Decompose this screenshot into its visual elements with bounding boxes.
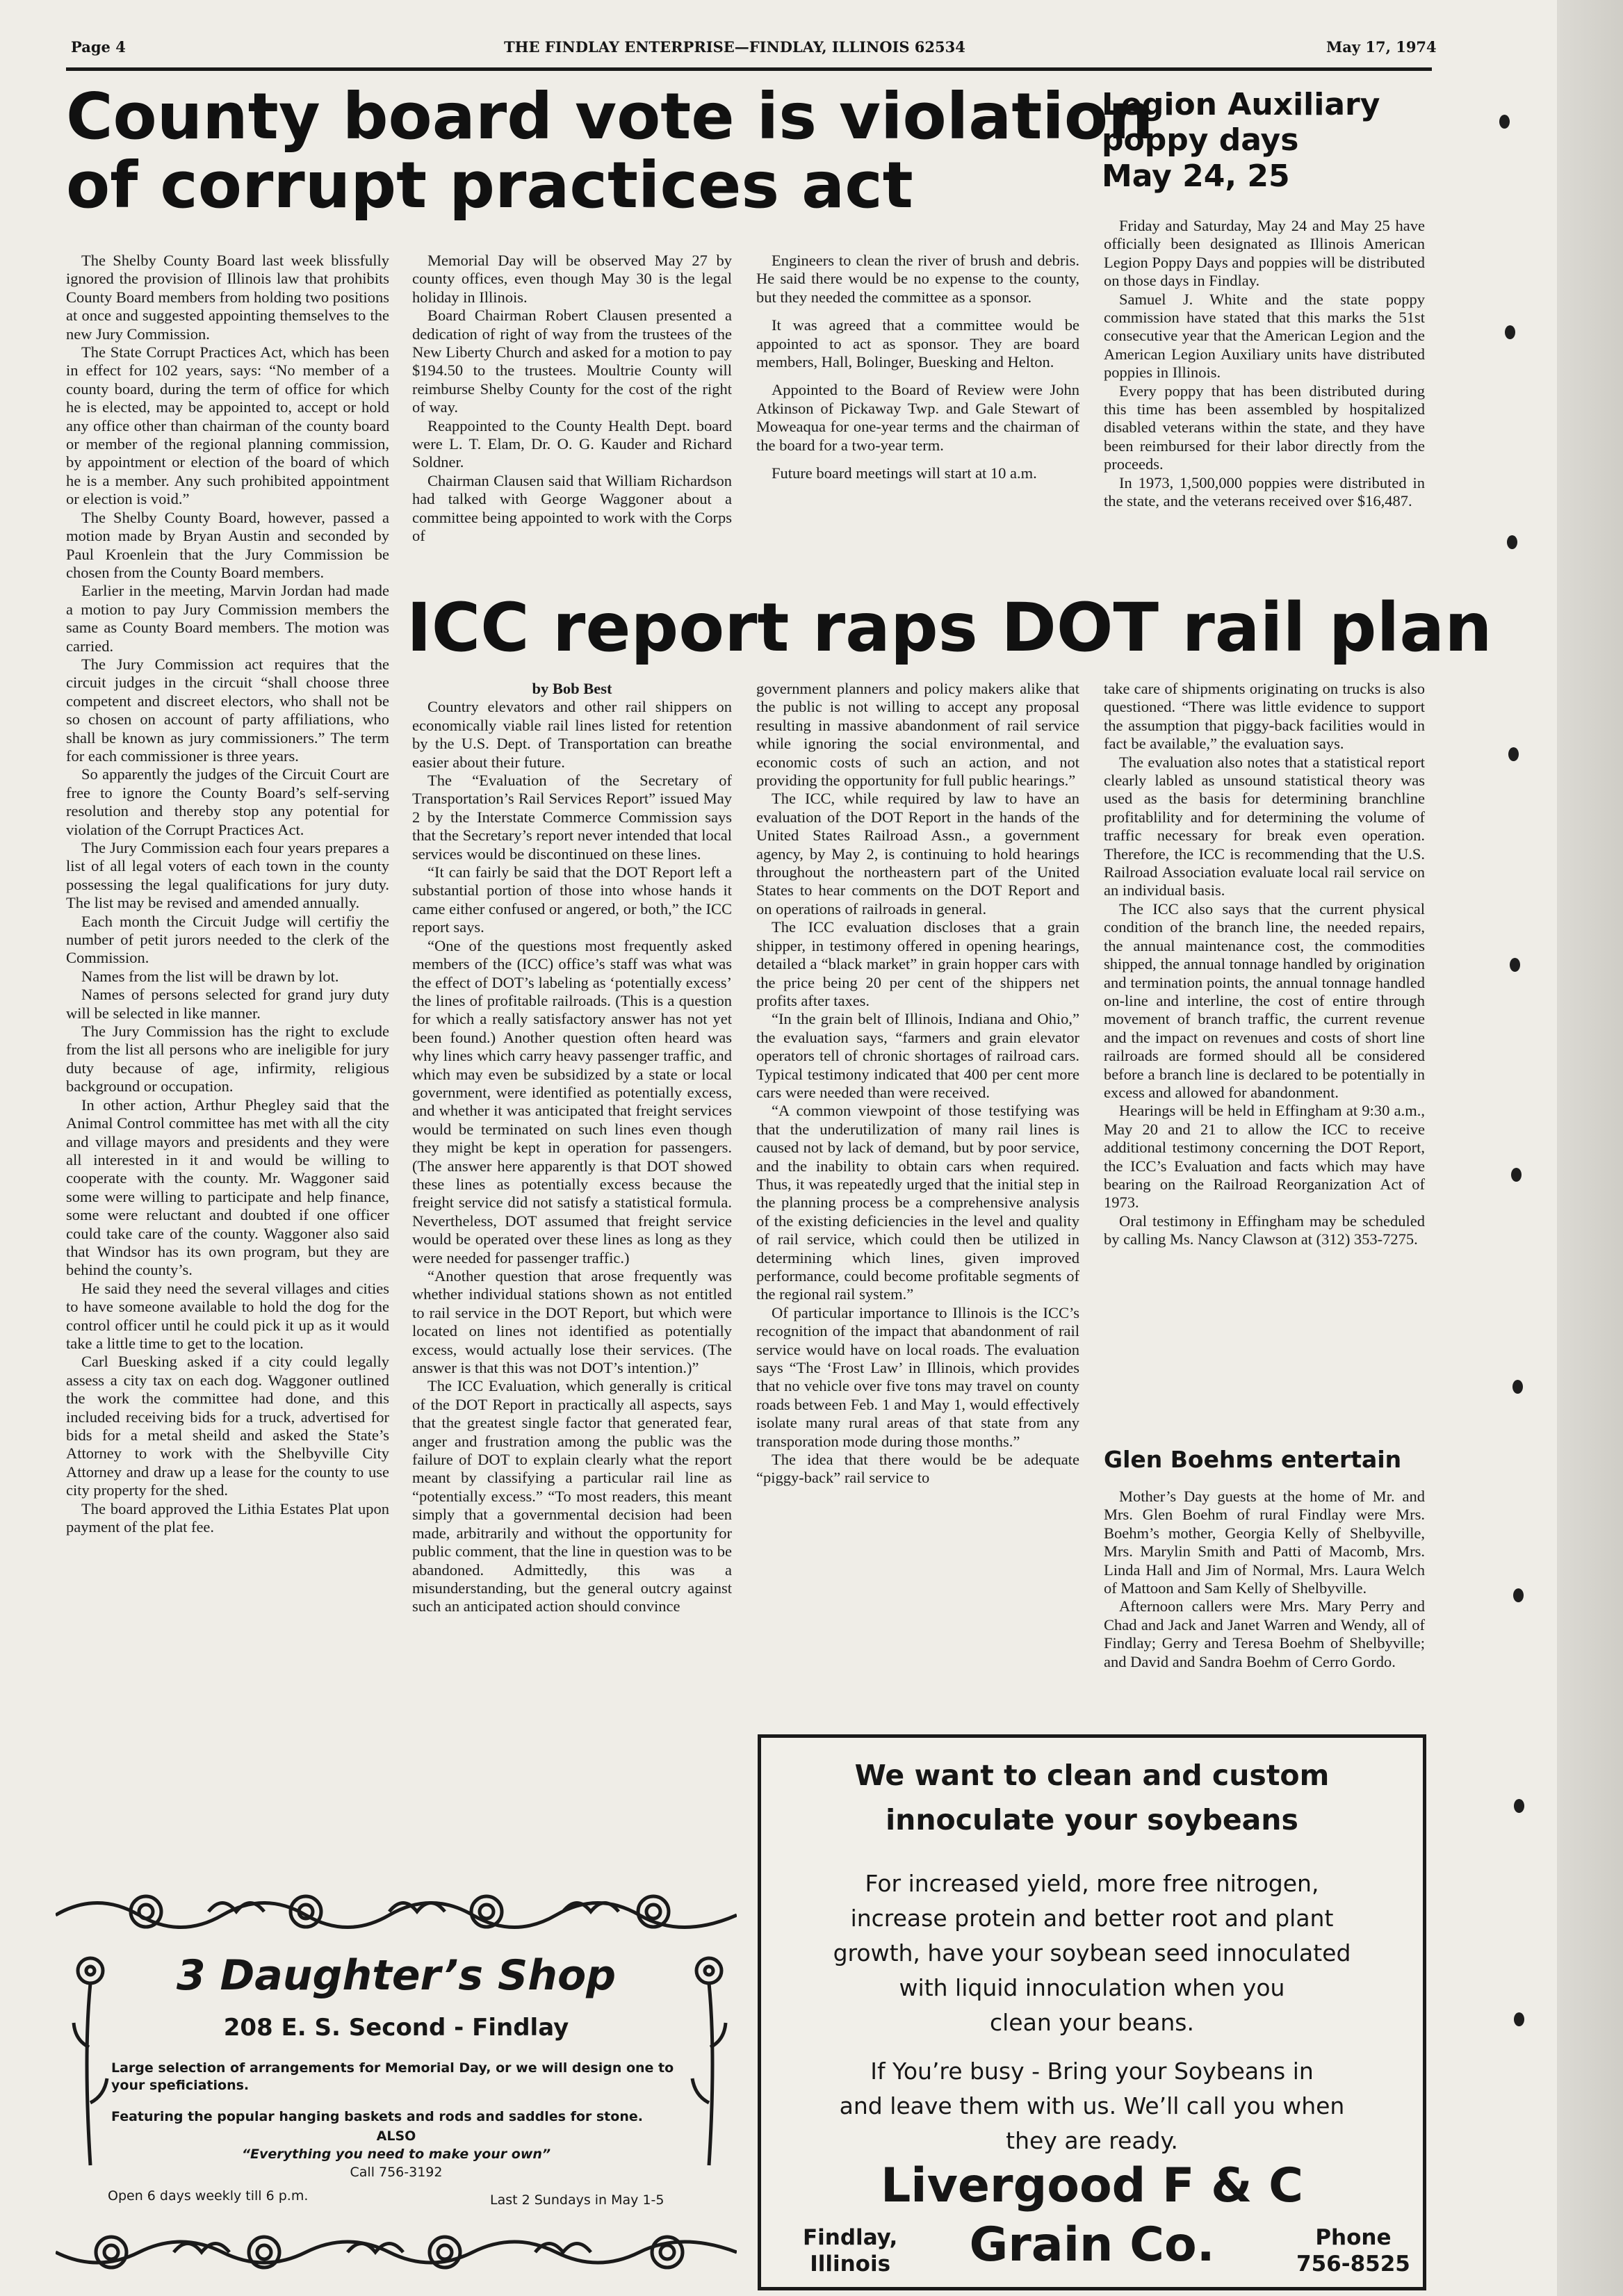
paragraph: “A common viewpoint of those testifying was that the underutilization of many rail lines is caused not by lack of demand, but by poor service, and the inability to obtain cars when required. Thus, it was repeatedly urged that the initial step in the planning process be a comprehensive analysis of the existing deficiencies in the level and quality of rail service, which could then be utilized in determining which lines, given improved performance, could become profitable segments of the regional rail system.” xyxy=(756,1102,1079,1303)
paragraph: The State Corrupt Practices Act, which has been in effect for 102 years, says: “No member of a county board, during the term of office for which he is elected, may be appointed to, accept or hold any office other than chairman of the county board or member of the regional planning commission, by appointment or election of the board of which he is a member. Any such prohibited appointment or election is void.” xyxy=(66,343,389,508)
story-column-2 xyxy=(412,252,732,546)
ad-headline xyxy=(761,1753,1423,1842)
paragraph: The Jury Commission each four years prepares a list of all legal voters of each town in the county possessing the legal qualifications for jury duty. The list may be revised and amended annually. xyxy=(66,839,389,912)
binder-hole xyxy=(1499,115,1510,129)
page-number: Page 4 xyxy=(71,38,126,56)
ad-body-line: For increased yield, more free nitrogen, xyxy=(865,1870,1319,1897)
paragraph: The evaluation also notes that a statistical report clearly labled as unsound statistical theory was used as the basis for determining branchline profitablility and for determining the volume of traffic necessary for break even operation. Therefore, the ICC is recommending that the U.S. Railroad Association evaluate local rail service on an individual basis. xyxy=(1104,753,1425,899)
paragraph: The Jury Commission has the right to exclude from the list all persons who are ineligible for jury duty because of age, infirmity, religious background or occupation. xyxy=(66,1023,389,1096)
binder-hole xyxy=(1512,1380,1523,1394)
phone-number: 756-8525 xyxy=(1296,2252,1410,2277)
ad-busy-line: If You’re busy - Bring your Soybeans in xyxy=(870,2058,1314,2085)
paragraph: The Shelby County Board last week blissfully ignored the provision of Illinois law that prohibits County Board members from holding two positions at once and suggested appointing themselves to the new Jury Commission. xyxy=(66,252,389,343)
shop-phone: Call 756-3192 xyxy=(350,2165,443,2180)
binder-hole xyxy=(1514,1799,1524,1813)
boehms-column xyxy=(1104,1488,1425,1671)
page-edge xyxy=(1557,0,1623,2296)
phone-label: Phone xyxy=(1315,2225,1392,2250)
ad-busy-line: they are ready. xyxy=(1006,2127,1178,2154)
headline-line: May 24, 25 xyxy=(1102,158,1290,194)
paragraph: Engineers to clean the river of brush and debris. He said there would be no expense to the county, but they needed the committee as a sponsor. xyxy=(756,252,1079,306)
paragraph: Mother’s Day guests at the home of Mr. and Mrs. Glen Boehm of rural Findlay were Mrs. Boehm’s mother, Georgia Kelly of Shelbyville, Mrs. Marylin Smith and Patti of Macomb, Mrs. Linda Hall and Jim of Normal, Mrs. Laura Welch of Mattoon and Sam Kelly of Shelbyville. xyxy=(1104,1488,1425,1597)
paragraph: Country elevators and other rail shippers on economically viable rail lines listed for retention by the U.S. Dept. of Transportation can breathe easier about their future. xyxy=(412,698,732,771)
paragraph: Earlier in the meeting, Marvin Jordan had made a motion to pay Jury Commission members the same as County Board members. The motion was carried. xyxy=(66,582,389,655)
paragraph: Every poppy that has been distributed during this time has been assembled by hospitalized disabled veterans within the state, and they have been reimbursed for their labor directly from the proceeds. xyxy=(1104,382,1425,473)
paragraph: The ICC Evaluation, which generally is critical of the DOT Report in practically all aspects, says that the greatest single factor that generated fear, anger and frustration among the public was the failure of DOT to explain clearly what the report meant by classifying a particular rail line as “potentially excess.” “To most readers, this meant simply that a governmental decision had been made, arbitrarily and without the opportunity for public comment, that the line in question was to be abandoned. Admittedly, this was a misunderstanding, but the general outcry against such an anticipated action should convince xyxy=(412,1377,732,1615)
story-column-3 xyxy=(756,252,1079,482)
headline-line: poppy days xyxy=(1102,122,1299,158)
floral-border-icon xyxy=(56,2228,737,2277)
shop-sundays: Last 2 Sundays in May 1-5 xyxy=(490,2192,664,2208)
shop-also: ALSO xyxy=(376,2128,416,2144)
paragraph: The board approved the Lithia Estates Plat upon payment of the plat fee. xyxy=(66,1499,389,1536)
shop-hours: Open 6 days weekly till 6 p.m. xyxy=(108,2188,309,2204)
paragraph: Friday and Saturday, May 24 and May 25 have officially been designated as Illinois American Legion Poppy Days and poppies will be distributed on those days in Findlay. xyxy=(1104,217,1425,290)
paragraph: Hearings will be held in Effingham at 9:30 a.m., May 20 and 21 to allow the ICC to receive additional testimony concerning the DOT Report, the ICC’s Evaluation and facts which may have bearing on the Railroad Reorganization Act of 1973. xyxy=(1104,1102,1425,1212)
paragraph: take care of shipments originating on trucks is also questioned. “There was little evidence to support the assumption that piggy-back facilities would in fact be available,” the evaluation says. xyxy=(1104,680,1425,753)
paragraph: Reappointed to the County Health Dept. board were L. T. Elam, Dr. O. G. Kauder and Richard Soldner. xyxy=(412,416,732,471)
paragraph: Board Chairman Robert Clausen presented a dedication of right of way from the trustees of the New Liberty Church and asked for a motion to pay $194.50 to the trustees. Moultrie County will reimburse Shelby County for the cost of the right of way. xyxy=(412,307,732,416)
binder-hole xyxy=(1508,747,1519,761)
shop-name: 3 Daughter’s Shop xyxy=(176,1951,617,2000)
binder-hole xyxy=(1514,2012,1524,2026)
shop-address: 208 E. S. Second - Findlay xyxy=(223,2014,569,2042)
paragraph: The Jury Commission act requires that the circuit judges in the circuit “shall choose three competent and discreet electors, who shall not be so chosen on account of party affiliations, who shall be known as jury commissioners.” The term for each commissioner is three years. xyxy=(66,655,389,765)
paragraph: Future board meetings will start at 10 a.m. xyxy=(772,464,1037,482)
binder-hole xyxy=(1510,958,1520,972)
legion-column xyxy=(1104,217,1425,511)
paragraph: The Shelby County Board, however, passed a motion made by Bryan Austin and seconded by Paul Kroenlein that the Jury Commission be chosen from the County Board members. xyxy=(66,508,389,581)
headline-line: Legion Auxiliary xyxy=(1102,87,1380,122)
paragraph: government planners and policy makers alike that the public is not willing to accept any proposal resulting in massive abandonment of rail service while ignoring the social environmental, and economic costs of such an action, and not providing the opportunity for full public hearings.” xyxy=(756,680,1079,790)
binder-hole xyxy=(1511,1168,1522,1182)
company-phone xyxy=(1296,2224,1410,2277)
issue-date: May 17, 1974 xyxy=(1326,38,1437,56)
ad-body xyxy=(761,1866,1423,2040)
paragraph: The idea that there would be be adequate “piggy-back” rail service to xyxy=(756,1451,1079,1487)
ad-body-line: clean your beans. xyxy=(989,2009,1194,2036)
binder-hole xyxy=(1507,535,1517,549)
icc-column-2 xyxy=(756,680,1079,1488)
story-headline xyxy=(66,79,1154,223)
paper-name: THE FINDLAY ENTERPRISE—FINDLAY, ILLINOIS 62534 xyxy=(504,38,965,56)
shop-text: Large selection of arrangements for Memorial Day, or we will design one to xyxy=(111,2060,674,2076)
binder-hole xyxy=(1513,1588,1524,1602)
paragraph: Samuel J. White and the state poppy commission have stated that this marks the 51st consecutive year that the American Legion and the American Legion Auxiliary units have distributed poppies in Illinois. xyxy=(1104,290,1425,382)
paragraph: The ICC, while required by law to have an evaluation of the DOT Report in the hands of the United States Railroad Assn., a government agency, by May 2, is continuing to hold hearings throughout the northeastern part of the United States to hear comments on the DOT Report and on operations of railroads in general. xyxy=(756,790,1079,918)
boehms-headline: Glen Boehms entertain xyxy=(1104,1446,1402,1473)
ad-busy xyxy=(761,2054,1423,2158)
floral-border-icon xyxy=(56,1887,737,1936)
paragraph: The “Evaluation of the Secretary of Transportation’s Rail Services Report” issued May 2 by the Interstate Commerce Commission says that the Secretary’s report never intended that local services would be discontinued on these lines. xyxy=(412,772,732,863)
paragraph: So apparently the judges of the Circuit Court are free to ignore the County Board’s self-serving resolution and thereby stop any potential for violation of the Corrupt Practices Act. xyxy=(66,765,389,838)
ad-busy-line: and leave them with us. We’ll call you when xyxy=(839,2092,1345,2119)
paragraph: Names from the list will be drawn by lot. xyxy=(81,967,339,985)
paragraph: Memorial Day will be observed May 27 by county offices, even though May 30 is the legal holiday in Illinois. xyxy=(412,252,732,306)
paragraph: Appointed to the Board of Review were John Atkinson of Pickaway Twp. and Gale Stewart of Moweaqua for one-year terms and the chairman of the board for a two-year term. xyxy=(756,381,1079,454)
paragraph: In other action, Arthur Phegley said that the Animal Control committee has met with all the city and village mayors and presidents and they were all interested in it and would be willing to cooperate with the county. Mr. Waggoner said some were willing to participate and help finance, some were reluctant and doubted if one officer could take care of the county. Waggoner also said that Windsor has its own program, but they are behind the county’s. xyxy=(66,1096,389,1279)
paragraph: Afternoon callers were Mrs. Mary Perry and Chad and Jack and Janet Warren and Wendy, all of Findlay; Gerry and Teresa Boehm of Shelbyville; and David and Sandra Boehm of Cerro Gordo. xyxy=(1104,1597,1425,1670)
ad-body-line: with liquid innoculation when you xyxy=(899,1974,1285,2001)
paragraph: Each month the Circuit Judge will certifiy the number of petit jurors needed to the clerk of the Commission. xyxy=(66,912,389,967)
icc-column-1 xyxy=(412,680,732,1616)
paragraph: “One of the questions most frequently asked members of the (ICC) office’s staff was what was the effect of DOT’s labeling as ‘potentially excess’ the lines of profitable railroads. (This is a question for which a really satisfactory answer has not yet been found.) Another question often heard was why lines which carry heavy passenger traffic, and which may even be subsidized by a state or local government, were identified as potentially excess, and whether it was anticipated that freight services would be terminated on such lines even though they might be kept in operation for passengers. (The answer here apparently is that DOT showed these lines as potentially excess because the freight service did not satisfy a statistical formula. Nevertheless, DOT assumed that freight service would be operated over these lines as long as they were needed for passenger traffic.) xyxy=(412,936,732,1267)
paragraph: Carl Buesking asked if a city could legally assess a city tax on each dog. Waggoner outlined the work the committee had done, and this included receiving bids for a truck, advertised for bids for a metal sheild and asked the State’s Attorney to work with the Shelbyville City Attorney and draw up a lease for the county to use city property for the shed. xyxy=(66,1353,389,1499)
binder-hole xyxy=(1505,325,1515,339)
paragraph: He said they need the several villages and cities to have someone available to hold the dog for the control officer until he could pick it up as it would take a little time to get to the location. xyxy=(66,1279,389,1352)
shop-advertisement xyxy=(56,1887,737,2277)
headline-line: of corrupt practices act xyxy=(66,148,913,223)
header-rule xyxy=(66,67,1432,71)
paragraph: The ICC also says that the current physical condition of the branch line, the needed repairs, the annual maintenance cost, the commodities shipped, the annual tonnage handled by origination and termination points, the annual tonnage handled on-line and interline, the cost of entire through movement of branch traffic, the current revenue and the impact on revenues and costs of short line railroads are formed should all be considered before a branch line is declared to be potentially in excess and allowed for abandonment. xyxy=(1104,899,1425,1101)
icc-column-3 xyxy=(1104,680,1425,1249)
ad-body-line: growth, have your soybean seed innoculated xyxy=(833,1939,1351,1967)
byline: by Bob Best xyxy=(532,680,612,697)
legion-headline xyxy=(1102,87,1380,194)
paragraph: In 1973, 1,500,000 poppies were distributed in the state, and the veterans received over $16,487. xyxy=(1104,473,1425,510)
paragraph: The ICC evaluation discloses that a grain shipper, in testimony offered in opening hearings, detailed a “black market” in grain hopper cars with the price being 20 per cent of the shippers net profits after taxes. xyxy=(756,918,1079,1009)
story-column-1 xyxy=(66,252,389,1536)
town-line: Findlay, xyxy=(803,2225,898,2250)
company-town xyxy=(803,2224,897,2277)
paragraph: Of particular importance to Illinois is the ICC’s recognition of the impact that abandonment of rail service would have on local roads. The evaluation says “The ‘Frost Law’ in Illinois, which provides that no vehicle over five tons may travel on county roads between Feb. 1 and May 1, would effectively isolate many rural areas of that state from any transporation mode during those months.” xyxy=(756,1303,1079,1450)
paragraph: “It can fairly be said that the DOT Report left a substantial portion of those into whose hands it came either confused or angered, or both,” the ICC report says. xyxy=(412,863,732,936)
company-name: Grain Co. xyxy=(969,2217,1215,2272)
town-line: Illinois xyxy=(810,2252,891,2277)
grain-advertisement xyxy=(758,1734,1426,2290)
ad-headline-line: innoculate your soybeans xyxy=(886,1803,1298,1837)
paragraph: Chairman Clausen said that William Richardson had talked with George Waggoner about a committee being appointed to work with the Corps of xyxy=(412,471,732,545)
icc-headline: ICC report raps DOT rail plan xyxy=(407,589,1492,667)
paragraph: Names of persons selected for grand jury duty will be selected in like manner. xyxy=(66,986,389,1022)
ad-body-line: increase protein and better root and plant xyxy=(850,1905,1334,1932)
paragraph: “Another question that arose frequently was whether individual stations shown as not entitled to rail service in the DOT Report, but which were located on lines not identified as potentially excess, would actually lose their services. (The answer is that this was not DOT’s intention.)” xyxy=(412,1267,732,1377)
paragraph: Oral testimony in Effingham may be scheduled by calling Ms. Nancy Clawson at (312) 353-7275. xyxy=(1104,1212,1425,1248)
company-name: Livergood F & C xyxy=(880,2158,1304,2213)
headline-line: County board vote is violation xyxy=(66,79,1154,154)
shop-tagline: “Everything you need to make your own” xyxy=(241,2147,551,2162)
paragraph: It was agreed that a committee would be appointed to act as sponsor. They are board members, Hall, Bolinger, Buesking and Helton. xyxy=(756,316,1079,371)
shop-text: Featuring the popular hanging baskets and rods and saddles for stone. xyxy=(111,2109,643,2124)
shop-text: your speficiations. xyxy=(111,2078,250,2093)
paragraph: “In the grain belt of Illinois, Indiana and Ohio,” the evaluation says, “farmers and grain elevator operators tell of chronic shortages of railroad cars. Typical testimony indicated that 400 per cent more cars were needed than were received. xyxy=(756,1010,1079,1101)
ad-headline-line: We want to clean and custom xyxy=(854,1759,1330,1792)
